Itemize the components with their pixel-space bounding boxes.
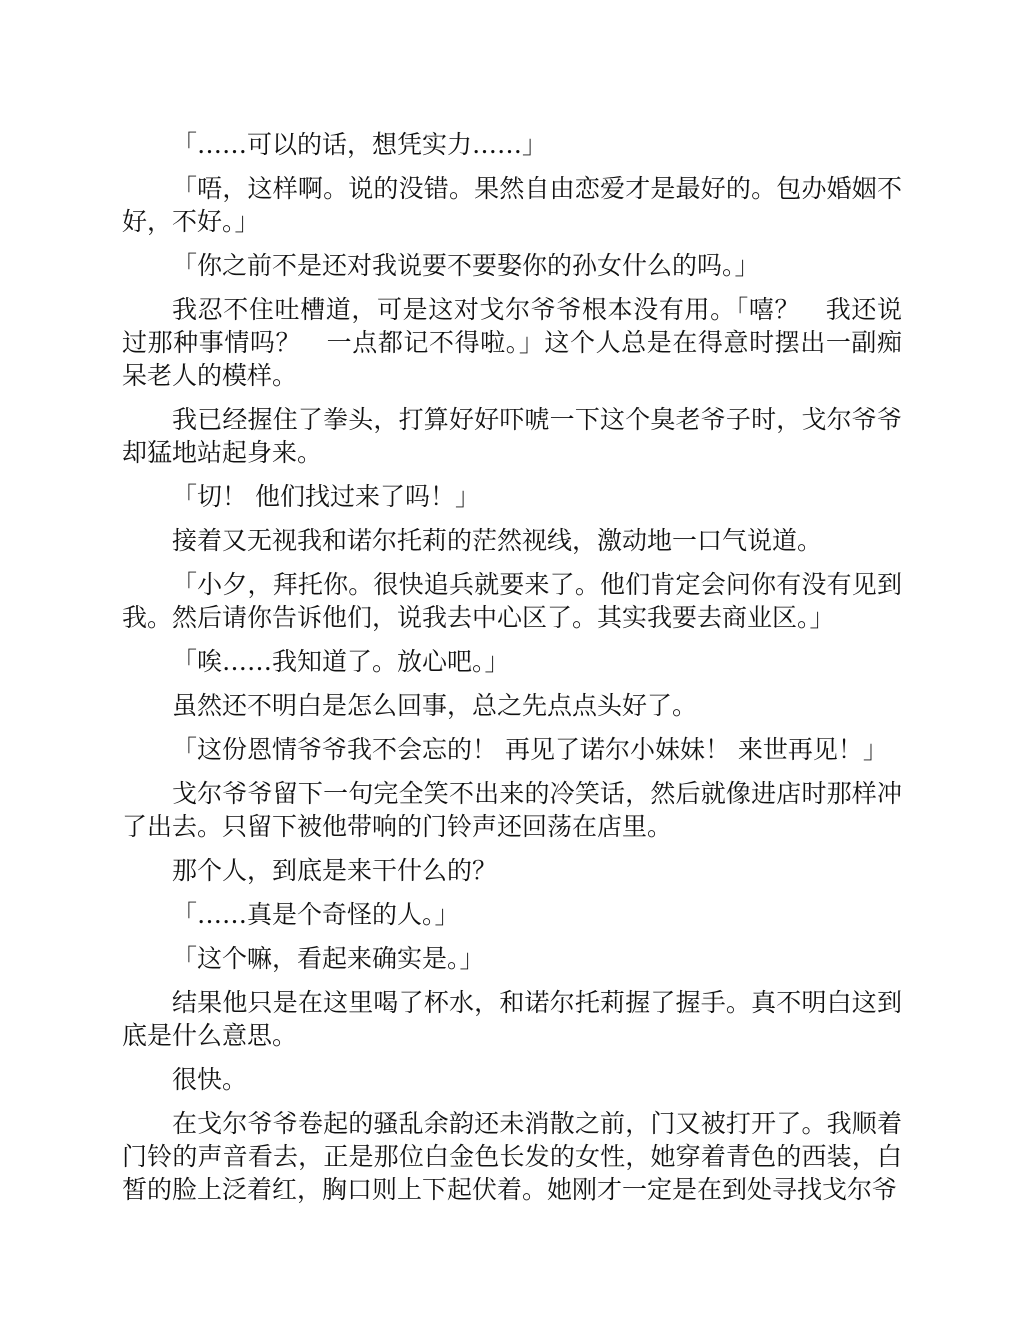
paragraph-5: 我已经握住了拳头，打算好好吓唬一下这个臭老爷子时，戈尔爷爷却猛地站起身来。 (122, 405, 902, 467)
paragraph-15: 「这个嘛，看起来确实是。」 (172, 944, 485, 973)
paragraph-3: 「你之前不是还对我说要不要娶你的孙女什么的吗。」 (172, 251, 760, 280)
paragraph-9: 「唉……我知道了。放心吧。」 (172, 647, 510, 676)
paragraph-10: 虽然还不明白是怎么回事，总之先点点头好了。 (172, 691, 698, 720)
paragraph-8: 「小夕，拜托你。很快追兵就要来了。他们肯定会问你有没有见到我。然后请你告诉他们，说我去中心区了。其实我要去商业区。」 (122, 570, 902, 632)
paragraph-12: 戈尔爷爷留下一句完全笑不出来的冷笑话，然后就像进店时那样冲了出去。只留下被他带响的门铃声还回荡在店里。 (122, 779, 902, 841)
paragraph-7: 接着又无视我和诺尔托莉的茫然视线，激动地一口气说道。 (172, 526, 823, 555)
paragraph-11: 「这份恩情爷爷我不会忘的！ 再见了诺尔小妹妹！ 来世再见！」 (172, 735, 888, 764)
paragraph-6: 「切！ 他们找过来了吗！」 (172, 482, 480, 511)
paragraph-18: 在戈尔爷爷卷起的骚乱余韵还未消散之前，门又被打开了。我顺着门铃的声音看去，正是那位白金色长发的女性，她穿着青色的西装，白皙的脸上泛着红，胸口则上下起伏着。她刚才一定是在到处寻找戈尔爷 (122, 1109, 902, 1204)
paragraph-1: 「……可以的话，想凭实力……」 (172, 130, 548, 159)
paragraph-13: 那个人，到底是来干什么的？ (172, 856, 498, 885)
paragraph-2: 「唔，这样啊。说的没错。果然自由恋爱才是最好的。包办婚姻不好，不好。」 (122, 174, 902, 236)
paragraph-4: 我忍不住吐槽道，可是这对戈尔爷爷根本没有用。「嘻？ 我还说过那种事情吗？ 一点都记不得啦。」这个人总是在得意时摆出一副痴呆老人的模样。 (122, 295, 902, 390)
paragraph-17: 很快。 (172, 1065, 248, 1094)
document-page (122, 128, 902, 1217)
paragraph-16: 结果他只是在这里喝了杯水，和诺尔托莉握了握手。真不明白这到底是什么意思。 (122, 988, 902, 1050)
paragraph-14: 「……真是个奇怪的人。」 (172, 900, 460, 929)
